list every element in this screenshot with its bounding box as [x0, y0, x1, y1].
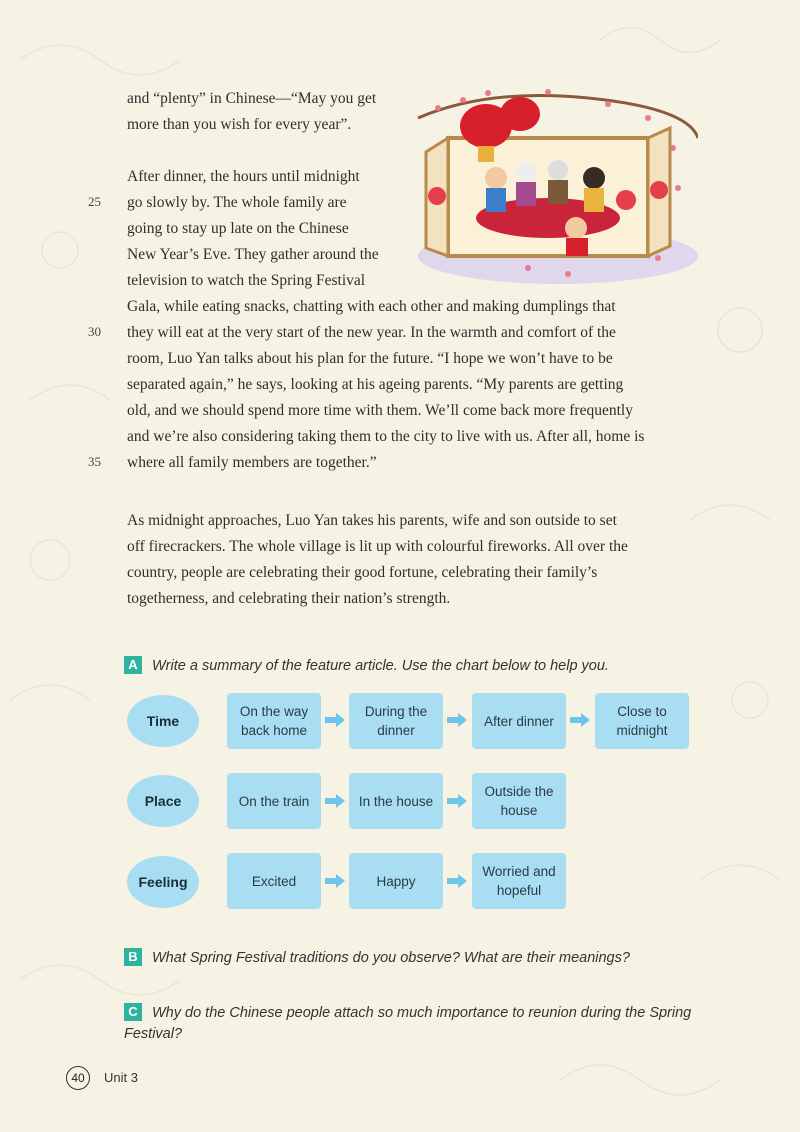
line-number: 35 [88, 454, 101, 469]
chart-cell: Worried and hopeful [472, 853, 566, 909]
arrow-right-icon [447, 713, 467, 727]
arrow-right-icon [447, 794, 467, 808]
passage-paragraph-1 [127, 86, 376, 138]
task-b [124, 948, 630, 969]
chart-cell: Excited [227, 853, 321, 909]
passage-line: go slowly by. The whole family are [127, 194, 347, 211]
unit-label: Unit 3 [104, 1070, 138, 1085]
passage-line: Gala, while eating snacks, chatting with each other and making dumplings that [127, 298, 616, 315]
passage-line: togetherness, and celebrating their nation’s strength. [127, 590, 451, 607]
family-dinner-illustration [408, 78, 698, 290]
task-c [124, 1003, 691, 1045]
task-c-text-line1: Why do the Chinese people attach so much importance to reunion during the Spring [152, 1005, 692, 1021]
passage-line: country, people are celebrating their good fortune, celebrating their family’s [127, 564, 598, 581]
line-number: 30 [88, 324, 101, 339]
page-number: 40 [66, 1066, 90, 1090]
arrow-right-icon [325, 874, 345, 888]
chart-cell: On the train [227, 773, 321, 829]
passage-line: they will eat at the very start of the new year. In the warmth and comfort of the [127, 324, 616, 341]
passage-paragraph-3 [127, 508, 628, 612]
task-a-text: Write a summary of the feature article. Use the chart below to help you. [152, 658, 609, 674]
arrow-right-icon [447, 874, 467, 888]
line-number: 25 [88, 194, 101, 209]
task-b-badge: B [124, 948, 142, 966]
passage-line: After dinner, the hours until midnight [127, 168, 360, 185]
passage-line: old, and we should spend more time with them. We’ll come back more frequently [127, 402, 633, 419]
passage-line: where all family members are together.” [127, 454, 377, 471]
passage-line: and “plenty” in Chinese—“May you get [127, 90, 377, 107]
chart-cell: In the house [349, 773, 443, 829]
task-a-badge: A [124, 656, 142, 674]
chart-cell: Close to midnight [595, 693, 689, 749]
row-label-time: Time [127, 695, 199, 747]
passage-line: As midnight approaches, Luo Yan takes his parents, wife and son outside to set [127, 512, 617, 529]
chart-cell: On the way back home [227, 693, 321, 749]
task-c-text-line2: Festival? [124, 1026, 183, 1042]
passage-line: room, Luo Yan talks about his plan for the future. “I hope we won’t have to be [127, 350, 613, 367]
task-c-badge: C [124, 1003, 142, 1021]
passage-line: going to stay up late on the Chinese [127, 220, 349, 237]
chart-cell: Happy [349, 853, 443, 909]
arrow-right-icon [325, 713, 345, 727]
passage-line: television to watch the Spring Festival [127, 272, 366, 289]
chart-cell: During the dinner [349, 693, 443, 749]
passage-line: and we’re also considering taking them to the city to live with us. After all, home is [127, 428, 645, 445]
arrow-right-icon [325, 794, 345, 808]
arrow-right-icon [570, 713, 590, 727]
row-label-place: Place [127, 775, 199, 827]
task-b-text: What Spring Festival traditions do you observe? What are their meanings? [152, 950, 630, 966]
row-label-feeling: Feeling [127, 856, 199, 908]
chart-cell: Outside the house [472, 773, 566, 829]
passage-line: off firecrackers. The whole village is lit up with colourful fireworks. All over the [127, 538, 628, 555]
chart-cell: After dinner [472, 693, 566, 749]
task-a [124, 656, 609, 677]
passage-line: separated again,” he says, looking at his ageing parents. “My parents are getting [127, 376, 624, 393]
passage-line: more than you wish for every year”. [127, 116, 352, 133]
passage-line: New Year’s Eve. They gather around the [127, 246, 379, 263]
